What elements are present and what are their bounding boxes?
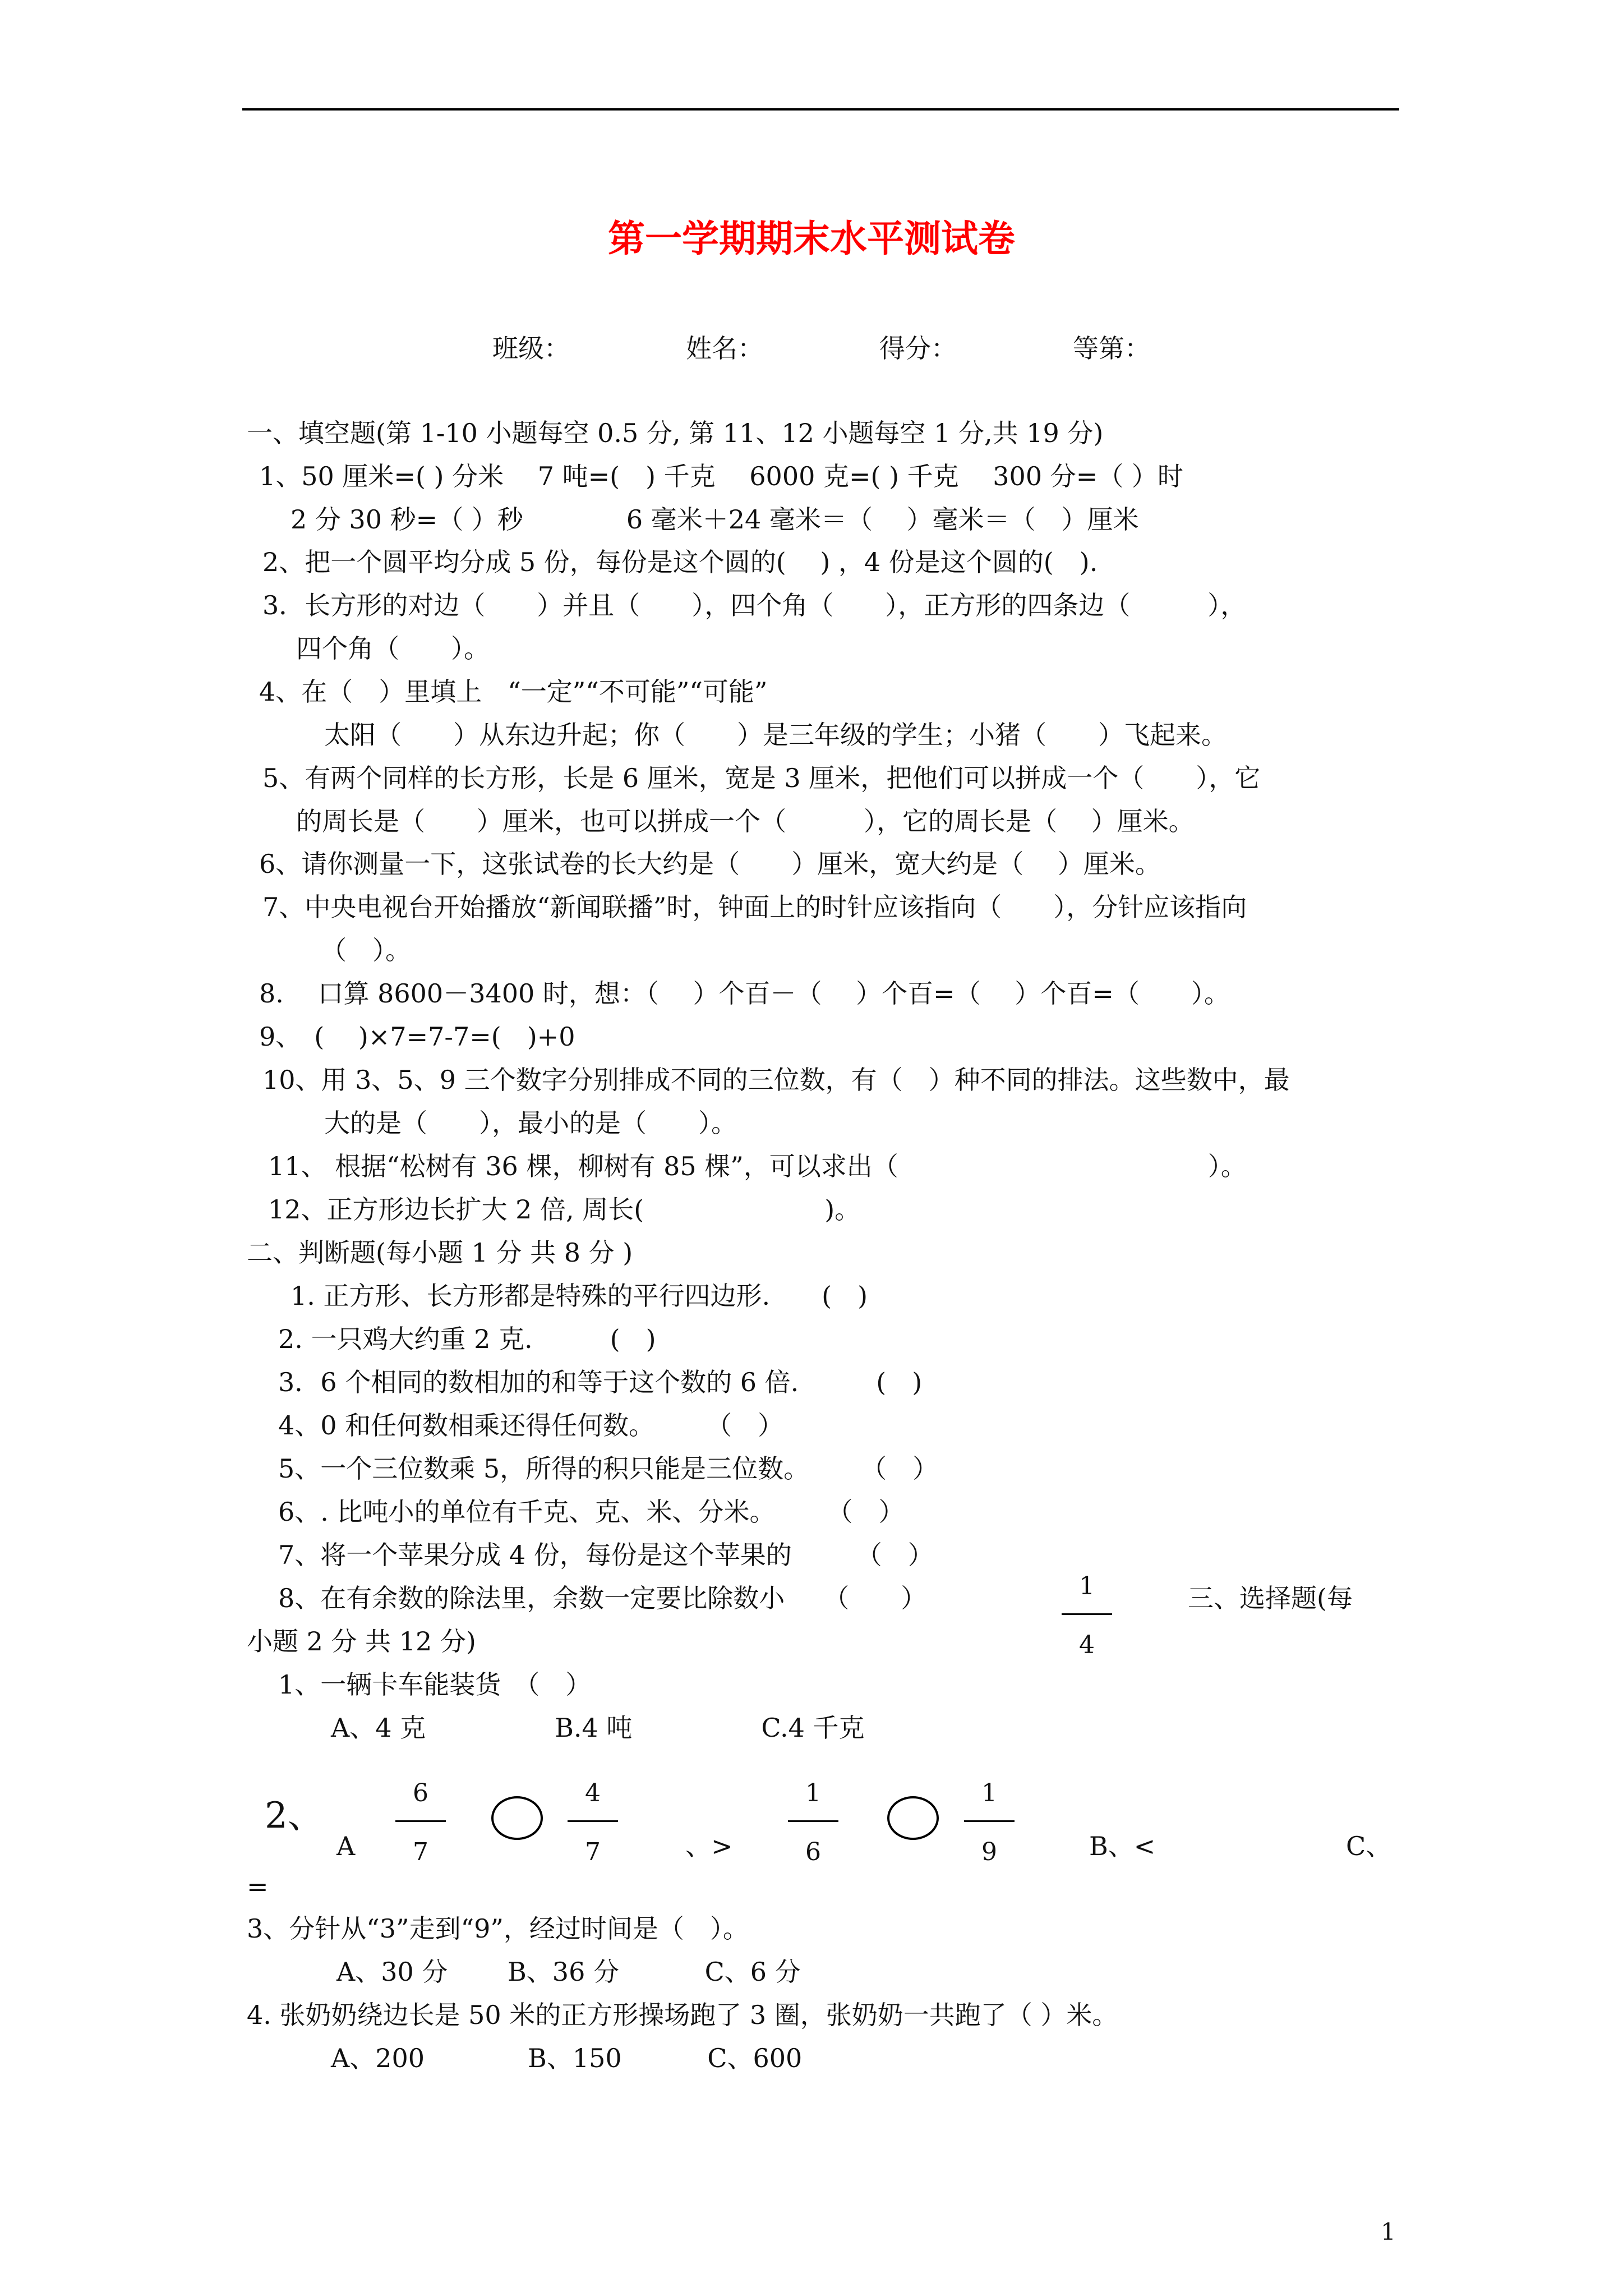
s2-item-2: 2. 一只鸡大约重 2 克. ( ) bbox=[278, 1324, 656, 1354]
page-title: 第一学期期末水平测试卷 bbox=[608, 217, 1015, 260]
s1-line-3: 2、把一个圆平均分成 5 份，每份是这个圆的( ) ，4 份是这个圆的( ). bbox=[262, 547, 1098, 577]
section-3-heading-cont: 小题 2 分 共 12 分) bbox=[247, 1626, 476, 1657]
s1-line-6: 4、在（ ）里填上 “一定”“不可能”“可能” bbox=[259, 677, 768, 707]
s3-q1-stem: 1、一辆卡车能装货 （ ） bbox=[278, 1669, 592, 1700]
s1-line-17: 11、 根据“松树有 36 棵，柳树有 85 棵”，可以求出（ ）。 bbox=[268, 1151, 1247, 1181]
fraction-denominator: 7 bbox=[413, 1838, 428, 1866]
fraction-bar bbox=[395, 1820, 446, 1822]
comparison-circle-blank[interactable] bbox=[491, 1796, 543, 1840]
s1-line-15: 10、用 3、5、9 三个数字分别排成不同的三位数，有（ ）种不同的排法。这些数中，最 bbox=[262, 1065, 1290, 1095]
s1-line-16: 大的是（ ），最小的是（ ）。 bbox=[324, 1108, 737, 1138]
s2-item-7: 7、将一个苹果分成 4 份，每份是这个苹果的 （ ） bbox=[278, 1540, 934, 1570]
s1-line-18: 12、正方形边长扩大 2 倍, 周长( )。 bbox=[268, 1194, 861, 1225]
fraction-bar bbox=[568, 1820, 618, 1822]
s1-line-10: 6、请你测量一下，这张试卷的长大约是（ ）厘米，宽大约是（ ）厘米。 bbox=[259, 849, 1161, 879]
section-2-heading: 二、判断题(每小题 1 分 共 8 分 ) bbox=[247, 1237, 633, 1268]
s3-q4-stem: 4. 张奶奶绕边长是 50 米的正方形操场跑了 3 圈，张奶奶一共跑了（ ）米。 bbox=[247, 2000, 1118, 2030]
header-info: 班级： 姓名： 得分： 等第： bbox=[492, 333, 1150, 364]
s3-q2-label-a: A bbox=[336, 1831, 356, 1861]
s3-q2-label-d: C、 bbox=[1346, 1831, 1392, 1861]
s3-q3-options: A、30 分 B、36 分 C、6 分 bbox=[336, 1957, 801, 1987]
comparison-circle-blank[interactable] bbox=[887, 1796, 939, 1840]
s1-line-13: 8. 口算 8600－3400 时，想：（ ）个百－（ ）个百=（ ）个百=（ ）。 bbox=[259, 978, 1230, 1009]
s1-line-1: 1、50 厘米=( ) 分米 7 吨=( ) 千克 6000 克=( ) 千克 300 分=（ ）时 bbox=[259, 461, 1183, 491]
fraction-denominator: 4 bbox=[1079, 1631, 1095, 1659]
fraction-denominator: 9 bbox=[981, 1838, 997, 1866]
page-number: 1 bbox=[1381, 2218, 1396, 2246]
fraction-six-sevenths bbox=[395, 1781, 446, 1865]
s2-item-8: 8、在有余数的除法里，余数一定要比除数小 （ ） bbox=[278, 1583, 927, 1613]
fraction-one-ninth bbox=[964, 1781, 1015, 1865]
s2-item-3: 3．6 个相同的数相加的和等于这个数的 6 倍. ( ) bbox=[278, 1367, 923, 1397]
fraction-one-sixth bbox=[788, 1781, 838, 1865]
s3-q2-label-e: = bbox=[247, 1871, 269, 1902]
s1-line-7: 太阳（ ）从东边升起；你（ ）是三年级的学生；小猪（ ）飞起来。 bbox=[324, 720, 1227, 750]
fraction-four-sevenths bbox=[568, 1781, 618, 1865]
s2-item-5: 5、一个三位数乘 5，所得的积只能是三位数。 （ ） bbox=[278, 1453, 939, 1484]
s3-q2-label-c: B、< bbox=[1089, 1831, 1156, 1861]
fraction-denominator: 6 bbox=[805, 1838, 821, 1866]
section-1-heading: 一、填空题(第 1-10 小题每空 0.5 分, 第 11、12 小题每空 1 分,共 19 分) bbox=[247, 418, 1104, 448]
s3-q2-label-b: 、> bbox=[685, 1831, 733, 1861]
fraction-numerator: 1 bbox=[1079, 1572, 1095, 1600]
s2-item-1: 1. 正方形、长方形都是特殊的平行四边形. ( ) bbox=[291, 1281, 868, 1311]
s1-line-5: 四个角（ ）。 bbox=[296, 633, 490, 664]
s3-q3-stem: 3、分针从“3”走到“9”，经过时间是（ ）。 bbox=[247, 1913, 749, 1944]
fraction-bar bbox=[964, 1820, 1015, 1822]
top-rule bbox=[242, 108, 1399, 111]
s3-q4-options: A、200 B、150 C、600 bbox=[331, 2043, 803, 2073]
s2-item-6: 6、. 比吨小的单位有千克、克、米、分米。 （ ） bbox=[278, 1497, 905, 1527]
s1-line-4: 3．长方形的对边（ ）并且（ ），四个角（ ），正方形的四条边（ ）， bbox=[262, 590, 1247, 620]
fraction-numerator: 6 bbox=[413, 1779, 428, 1807]
s2-item-4: 4、0 和任何数相乘还得任何数。 （ ） bbox=[278, 1410, 784, 1441]
fraction-numerator: 1 bbox=[805, 1779, 821, 1807]
s1-line-11: 7、中央电视台开始播放“新闻联播”时，钟面上的时针应该指向（ ），分针应该指向 bbox=[262, 892, 1247, 922]
s3-q1-options: A、4 克 B.4 吨 C.4 千克 bbox=[331, 1713, 865, 1743]
section-3-heading: 三、选择题(每 bbox=[1188, 1583, 1353, 1613]
s1-line-12: （ ）。 bbox=[321, 935, 411, 965]
fraction-numerator: 4 bbox=[585, 1779, 601, 1807]
fraction-one-quarter bbox=[1062, 1574, 1112, 1658]
s3-q2-number: 2、 bbox=[265, 1795, 324, 1837]
fraction-bar bbox=[788, 1820, 838, 1822]
s1-line-14: 9、 ( )×7=7-7=( )+0 bbox=[259, 1022, 575, 1052]
s1-line-8: 5、有两个同样的长方形，长是 6 厘米，宽是 3 厘米，把他们可以拼成一个（ ），它 bbox=[262, 763, 1261, 793]
fraction-bar bbox=[1062, 1613, 1112, 1615]
fraction-numerator: 1 bbox=[981, 1779, 997, 1807]
s1-line-9: 的周长是（ ）厘米，也可以拼成一个（ ），它的周长是（ ）厘米。 bbox=[296, 806, 1195, 836]
s1-line-2: 2 分 30 秒=（ ）秒 6 毫米＋24 毫米＝（ ）毫米＝（ ）厘米 bbox=[291, 504, 1139, 535]
fraction-denominator: 7 bbox=[585, 1838, 601, 1866]
